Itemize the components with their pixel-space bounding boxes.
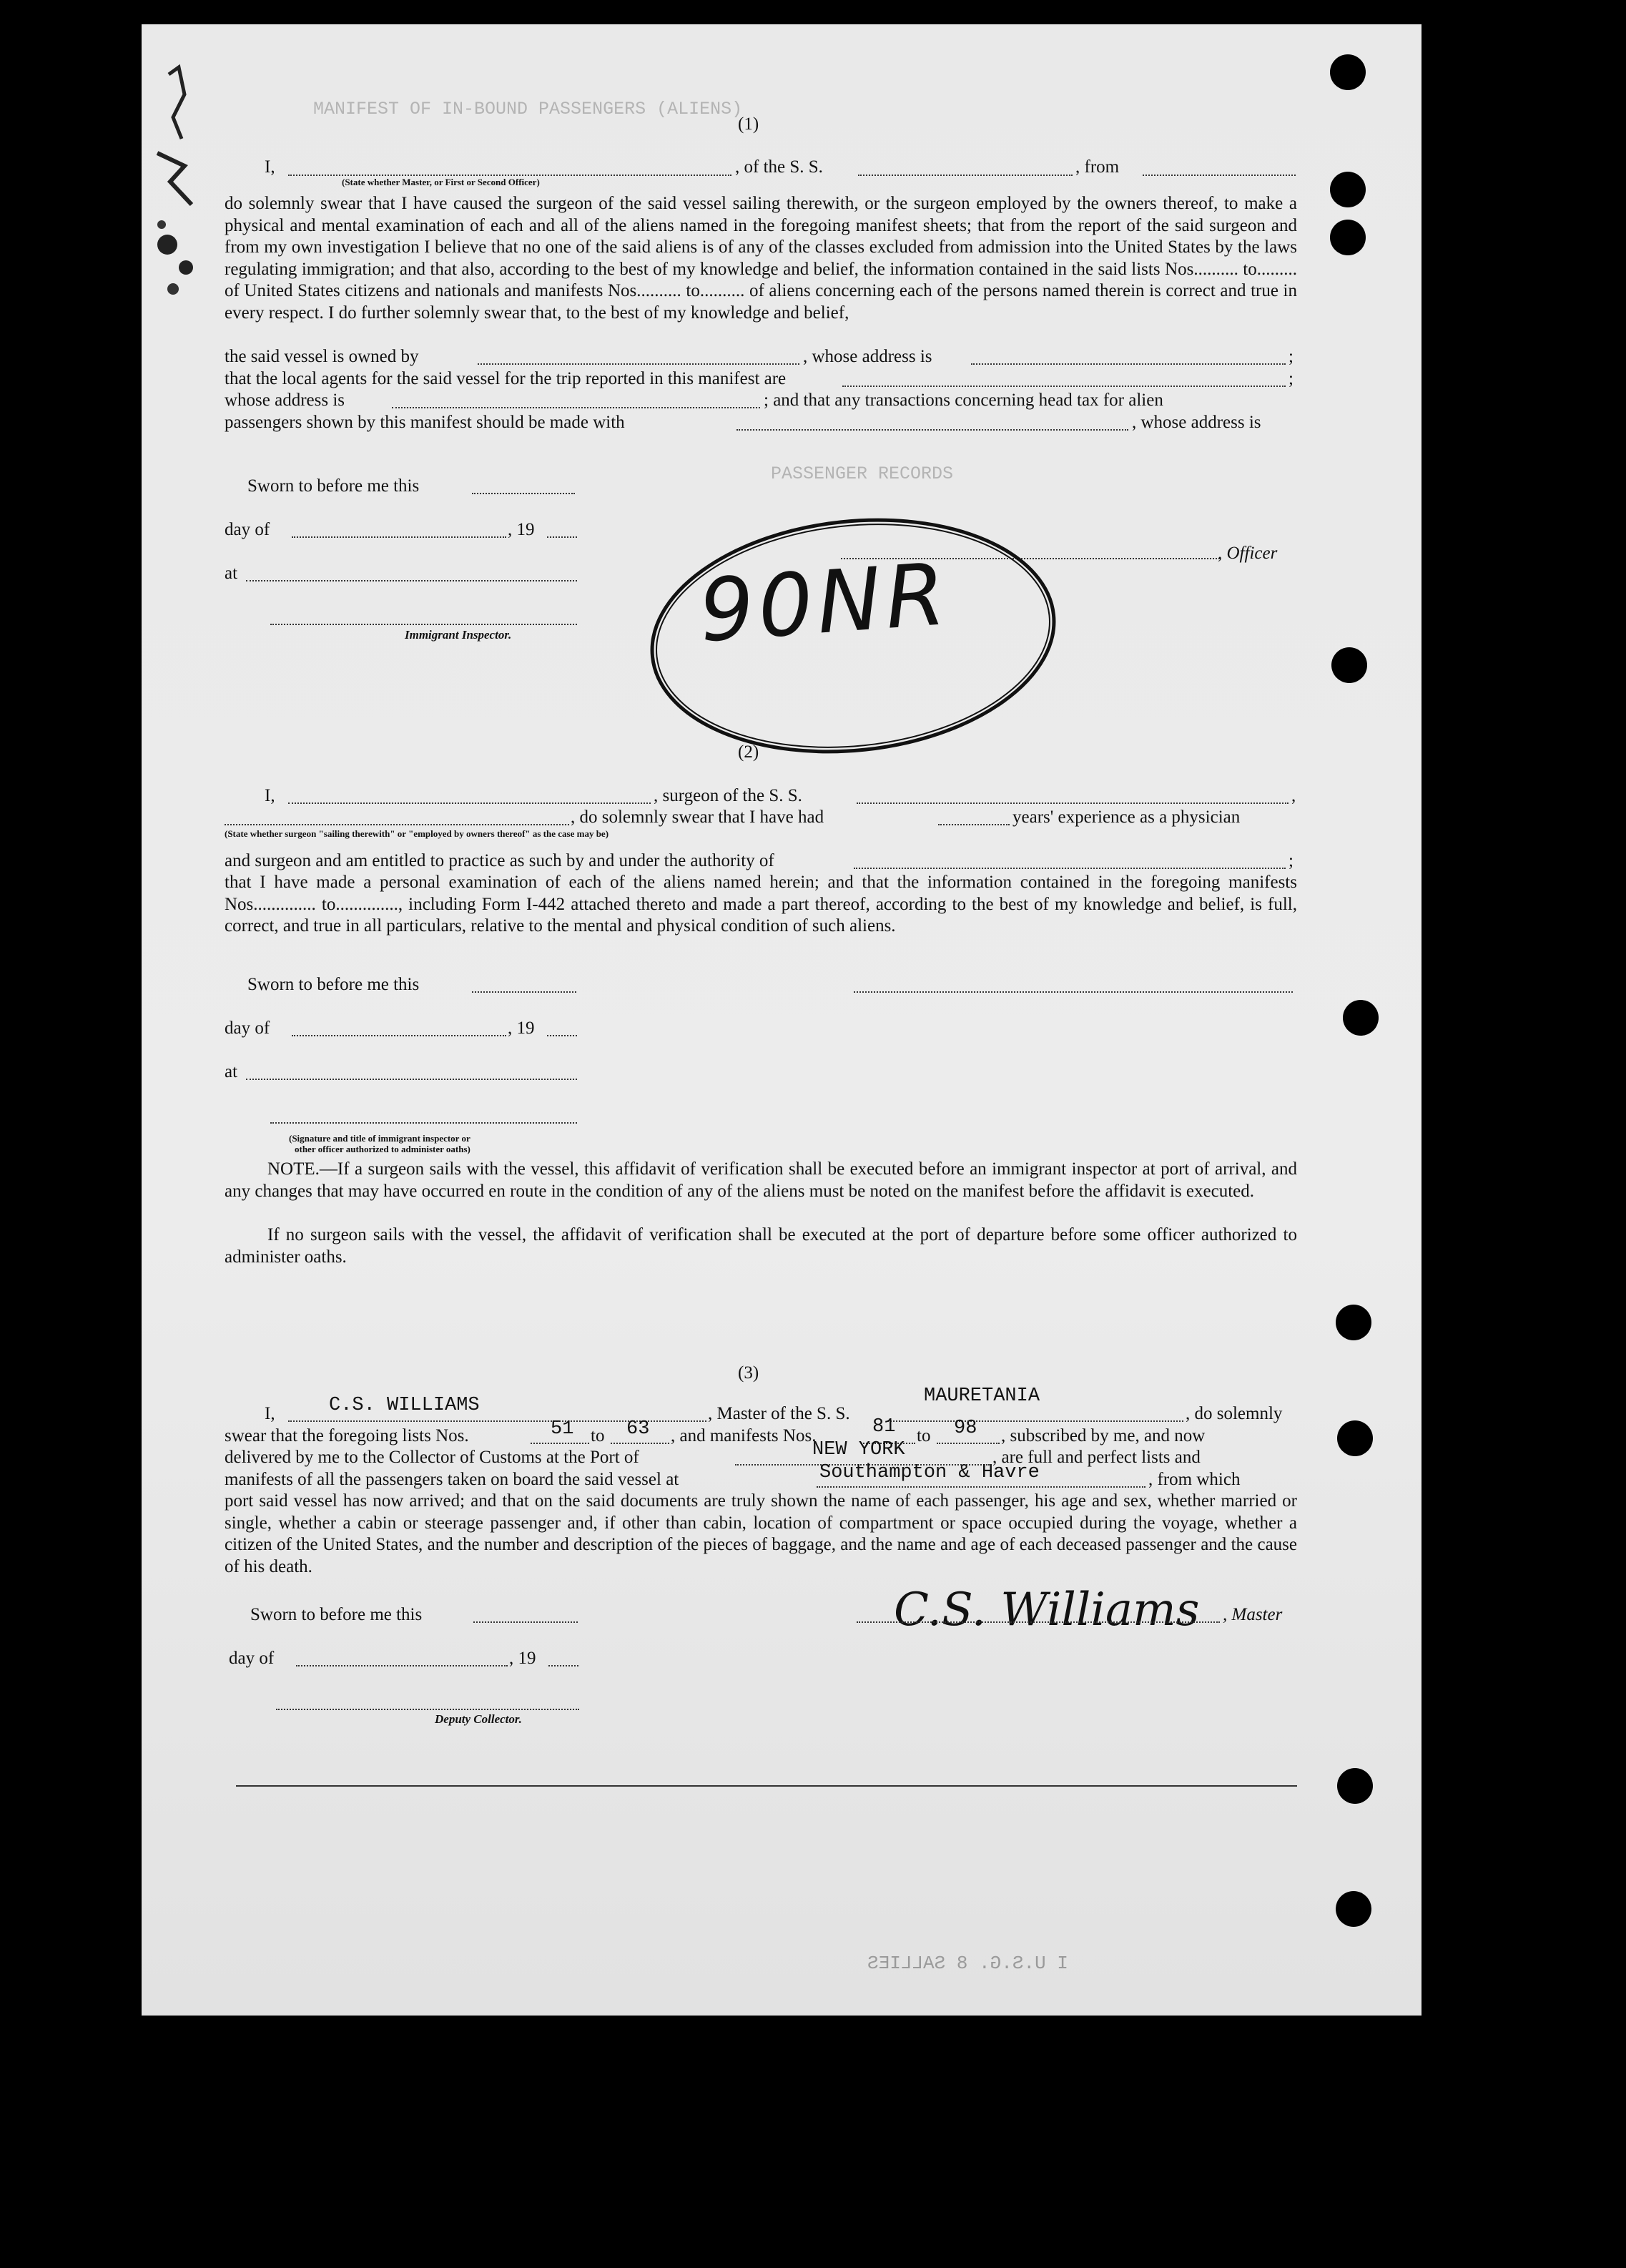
bottom-rule [236, 1785, 1297, 1787]
s1-owner-address-label: , whose address is [803, 347, 932, 366]
s3-year-label: , 19 [509, 1649, 536, 1668]
s1-address-label: , whose address is [1132, 413, 1261, 432]
s3-swear-label: swear that the foregoing lists Nos. [225, 1426, 469, 1445]
s2-semicolon: ; [1289, 851, 1294, 870]
s2-surgeon-label: , surgeon of the S. S. [654, 786, 802, 805]
s1-agent-address-field[interactable] [392, 407, 760, 408]
s3-list-from: 51 [551, 1418, 574, 1440]
s2-day-label: day of [225, 1018, 270, 1038]
s3-to-label: to [917, 1426, 931, 1445]
punch-hole [1330, 54, 1366, 90]
s1-head-tax-field[interactable] [736, 429, 1128, 431]
punch-hole [1343, 1000, 1379, 1036]
s1-from-field[interactable] [1143, 175, 1296, 176]
s3-subscribed-text: , subscribed by me, and now [1001, 1426, 1206, 1445]
s2-comma: , [1291, 786, 1296, 805]
manifest-page [142, 24, 1421, 2016]
s1-vessel-label: , of the S. S. [735, 157, 823, 177]
s1-owned-by-label: the said vessel is owned by [225, 347, 419, 366]
s1-sworn-label: Sworn to before me this [247, 476, 420, 496]
s1-oath-body: do solemnly swear that I have caused the surgeon of the said vessel sailing therewith, or the surgeon employed by the owners thereof, to make a physical and mental examination of each and all of the aliens named in the foregoing manifest sheets; that from the report of the said surgeon and from my own investigation I believe that no one of the said aliens is of any of the classes excluded from admission into the United States by the laws regulating immigration; and that also, according to the best of my knowledge and belief, the information contained in the said lists Nos.......... to......... of United States citizens and nationals and manifests Nos.......... to.......... of aliens concerning each of the persons named therein is correct and true in every respect. I do further solemnly swear that, to the best of my knowledge and belief, [225, 194, 1297, 323]
s2-experience-text: years' experience as a physician [1012, 807, 1241, 827]
s2-inspector-signature-line[interactable] [270, 1122, 577, 1124]
s3-departure-port: Southampton & Havre [819, 1462, 1040, 1483]
s2-surgeon-field[interactable] [288, 802, 651, 804]
section-1-number: (1) [738, 114, 759, 134]
s2-i-label: I, [265, 786, 275, 805]
s3-i-label: I, [265, 1404, 275, 1423]
s3-list-from-field[interactable] [531, 1443, 589, 1444]
s1-semicolon: ; [1289, 347, 1294, 366]
s2-at-field[interactable] [246, 1079, 577, 1080]
section-2-number: (2) [738, 742, 759, 762]
s3-solemnly-text: , do solemnly [1186, 1404, 1283, 1423]
punch-hole [1330, 172, 1366, 207]
s3-list-to-field[interactable] [611, 1443, 669, 1444]
s1-officer-caption: (State whether Master, or First or Second Officer) [342, 177, 540, 187]
s3-to-label: to [591, 1426, 605, 1445]
s1-agents-field[interactable] [842, 386, 1286, 387]
s3-departure-field[interactable] [817, 1486, 1145, 1488]
s3-master-signature-line[interactable] [857, 1621, 1220, 1623]
bleed-through-text: PASSENGER RECORDS [771, 463, 954, 484]
s1-owner-address-field[interactable] [971, 363, 1286, 365]
s1-owner-field[interactable] [478, 363, 799, 365]
s2-status-field[interactable] [225, 824, 569, 825]
stamp-handwriting: 90NR [696, 544, 953, 662]
s3-vessel-name: MAURETANIA [924, 1385, 1040, 1407]
punch-hole [1336, 1891, 1371, 1927]
section-3-number: (3) [738, 1363, 759, 1383]
s2-at-label: at [225, 1062, 238, 1081]
s2-year-field[interactable] [547, 1035, 577, 1036]
s3-manifest-from: 81 [872, 1416, 896, 1438]
s3-deputy-signature-line[interactable] [276, 1709, 579, 1710]
s3-manifests-all-label: manifests of all the passengers taken on board the said vessel at [225, 1470, 679, 1489]
s3-manifest-to-field[interactable] [937, 1443, 1000, 1444]
s1-day-field[interactable] [292, 536, 506, 538]
s2-authority-label: and surgeon and am entitled to practice as such by and under the authority of [225, 851, 774, 870]
s2-swear-text: , do solemnly swear that I have had [571, 807, 824, 827]
bleed-through-text: MANIFEST OF IN-BOUND PASSENGERS (ALIENS) [313, 99, 743, 119]
s1-day-label: day of [225, 520, 270, 539]
s3-master-signature: C.S. Williams [894, 1584, 1200, 1636]
s3-full-text: , are full and perfect lists and [992, 1448, 1201, 1467]
s3-manifest-to: 98 [954, 1418, 977, 1439]
s1-semicolon: ; [1289, 369, 1294, 388]
s2-surgeon-signature-line[interactable] [854, 991, 1293, 993]
s3-delivered-label: delivered by me to the Collector of Customs at the Port of [225, 1448, 639, 1467]
s2-vessel-field[interactable] [857, 802, 1289, 804]
s2-years-field[interactable] [938, 824, 1010, 825]
s1-agents-label: that the local agents for the said vessel for the trip reported in this manifest are [225, 369, 787, 388]
punch-hole [1337, 1420, 1373, 1456]
s3-sworn-label: Sworn to before me this [250, 1605, 423, 1624]
s1-year-field[interactable] [547, 536, 577, 538]
s1-from-label: , from [1075, 157, 1120, 177]
s3-day-field[interactable] [296, 1665, 508, 1666]
s2-day-field[interactable] [292, 1035, 506, 1036]
s1-officer-field[interactable] [288, 175, 731, 176]
punch-hole [1337, 1768, 1373, 1804]
s1-officer-caption: , Officer [1218, 544, 1278, 563]
s1-head-tax-text: ; and that any transactions concerning head tax for alien [764, 391, 1163, 410]
s1-at-label: at [225, 564, 238, 583]
s3-deputy-caption: Deputy Collector. [435, 1712, 522, 1726]
s1-passengers-label: passengers shown by this manifest should be made with [225, 413, 625, 432]
s1-sworn-field[interactable] [472, 493, 575, 494]
s3-manifests-label: , and manifests Nos. [671, 1426, 817, 1445]
note-paragraph: NOTE.—If a surgeon sails with the vessel, this affidavit of verification shall be executed before an immigrant inspector at port of arrival, and any changes that may have occurred en route in the condition of any of the aliens must be noted on the manifest before the affidavit is executed. [225, 1159, 1297, 1201]
punch-hole [1336, 1305, 1371, 1340]
s1-line-1: I, [265, 157, 275, 177]
s3-master-name: C.S. WILLIAMS [329, 1395, 480, 1416]
punch-hole [1331, 647, 1367, 683]
s2-status-caption: (State whether surgeon "sailing therewith" or "employed by owners thereof" as the case may be) [225, 828, 609, 839]
s1-vessel-field[interactable] [858, 175, 1073, 176]
s1-inspector-signature-line[interactable] [270, 624, 577, 625]
s2-sworn-label: Sworn to before me this [247, 975, 420, 994]
s2-sworn-field[interactable] [472, 991, 576, 993]
s3-master-label: , Master [1223, 1605, 1283, 1624]
s1-inspector-caption: Immigrant Inspector. [405, 628, 512, 642]
s2-oath-body: that I have made a personal examination of each of the aliens named herein; and that the information contained in the foregoing manifests Nos.............. to.............., including Form I-442 attached thereto and made a part thereof, according to the best of my knowledge and belief, is full, correct, and true in all particulars, relative to the mental and physical condition of such aliens. [225, 873, 1297, 936]
s3-vessel-field[interactable] [887, 1420, 1183, 1422]
corner-smudge [142, 53, 256, 353]
s3-day-label: day of [229, 1649, 275, 1668]
s1-agent-address-label: whose address is [225, 391, 345, 410]
punch-hole [1330, 220, 1366, 255]
s2-signature-caption: other officer authorized to administer oaths) [295, 1144, 470, 1154]
s3-master-of-label: , Master of the S. S. [708, 1404, 850, 1423]
s2-authority-field[interactable] [854, 868, 1286, 869]
s3-list-to: 63 [626, 1418, 650, 1440]
s3-sworn-field[interactable] [473, 1621, 578, 1623]
s3-from-which-text: , from which [1148, 1470, 1241, 1489]
s2-signature-caption: (Signature and title of immigrant inspector or [289, 1133, 470, 1144]
s3-port: NEW YORK [812, 1439, 905, 1461]
s2-year-label: , 19 [508, 1018, 535, 1038]
s3-year-field[interactable] [548, 1665, 578, 1666]
bottom-mirror-text: I U.S.G. 8 SALLIES [867, 1953, 1068, 1974]
s1-at-field[interactable] [246, 580, 577, 581]
note-paragraph-2: If no surgeon sails with the vessel, the affidavit of verification shall be executed at the port of departure before some officer authorized to administer oaths. [225, 1225, 1297, 1267]
s3-oath-body: port said vessel has now arrived; and that on the said documents are truly shown the name of each passenger, his age and sex, whether married or single, whether a cabin or steerage passenger and, if other than cabin, location of compartment or space occupied during the voyage, whether a citizen of the United States, and the number and description of the pieces of baggage, and the name and age of each deceased passenger and the cause of his death. [225, 1491, 1297, 1576]
s1-year-label: , 19 [508, 520, 535, 539]
